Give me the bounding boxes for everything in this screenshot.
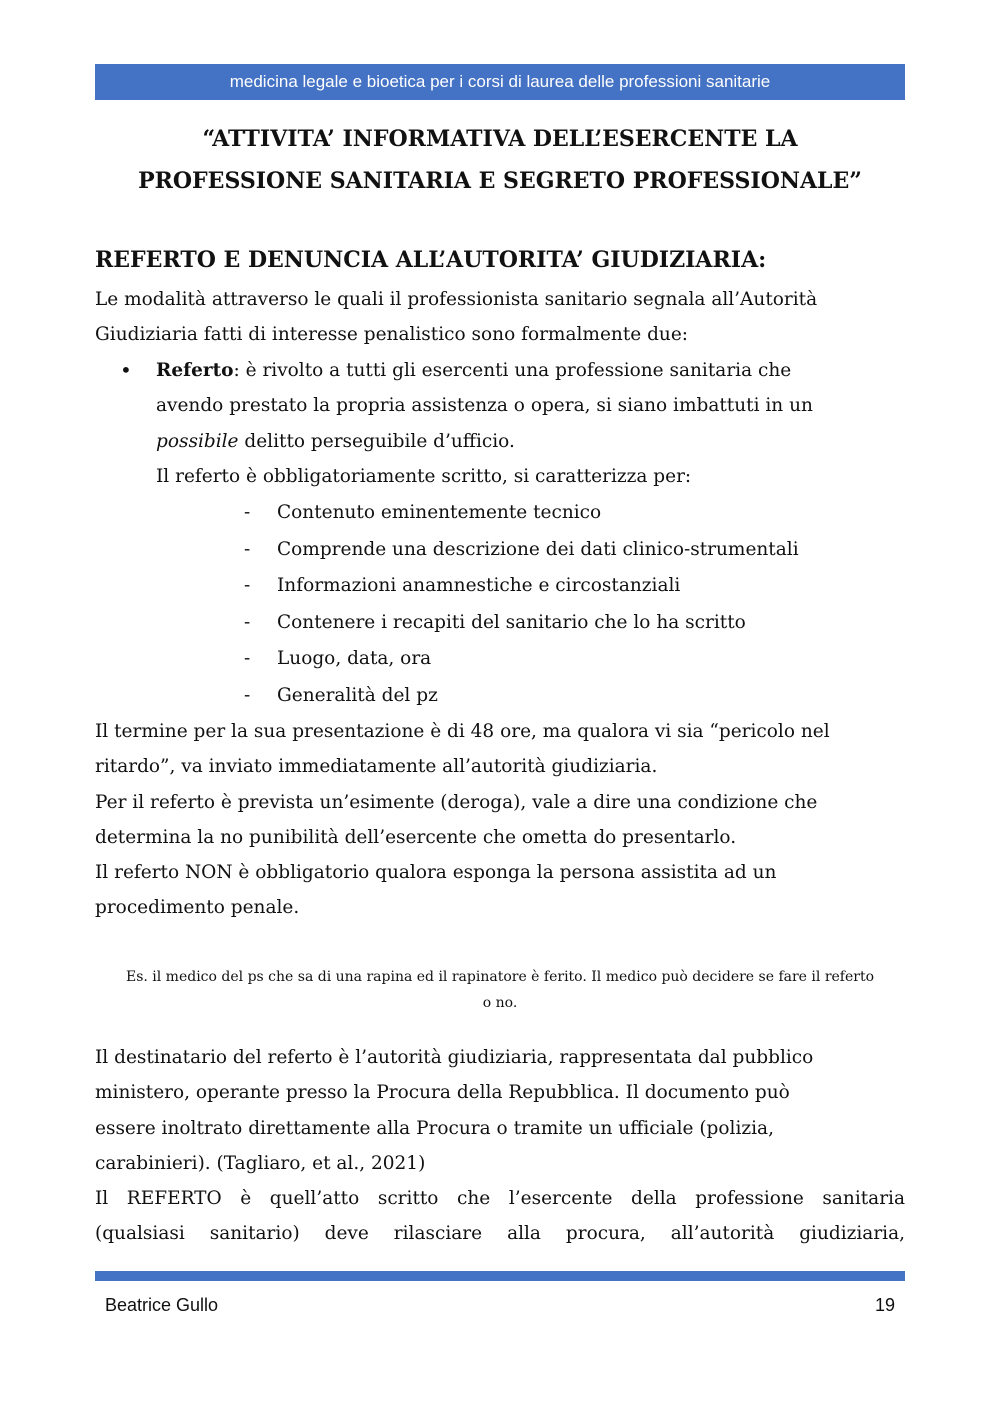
features-list xyxy=(244,495,884,715)
intro-line: Le modalità attraverso le quali il professionista sanitario segnala all’Autorità xyxy=(95,289,818,310)
text-line: Il destinatario del referto è l’autorità giudiziaria, rappresentata dal pubblico xyxy=(95,1047,814,1068)
bullet-line-rest: delitto perseguibile d’ufficio. xyxy=(238,430,515,452)
list-item-text: Contenere i recapiti del sanitario che lo ha scritto xyxy=(277,611,746,633)
dash-marker: - xyxy=(244,648,251,670)
bullet-line: avendo prestato la propria assistenza o opera, si siano imbattuti in un xyxy=(156,395,813,417)
list-item xyxy=(244,495,884,532)
list-item xyxy=(244,568,884,605)
bullet-icon: • xyxy=(120,358,132,382)
destination-paragraph xyxy=(95,1040,905,1252)
running-header xyxy=(95,64,905,100)
example-note xyxy=(95,964,905,1016)
text-line: essere inoltrato direttamente alla Procura o tramite un ufficiale (polizia, xyxy=(95,1117,774,1139)
bullet-line-rest: : è rivolto a tutti gli esercenti una professione sanitaria che xyxy=(233,360,792,381)
bullet-term: Referto xyxy=(156,360,234,381)
list-item-text: Luogo, data, ora xyxy=(277,648,432,670)
dash-marker: - xyxy=(244,575,251,597)
intro-line: Giudiziaria fatti di interesse penalistico sono formalmente due: xyxy=(95,324,689,346)
justified-line: Il REFERTO è quell’atto scritto che l’esercente della professione sanitaria xyxy=(95,1188,905,1210)
list-item-text: Generalità del pz xyxy=(277,684,438,706)
section-heading: REFERTO E DENUNCIA ALL’AUTORITA’ GIUDIZIARIA: xyxy=(95,247,767,273)
footer-divider xyxy=(95,1271,905,1281)
running-header-text: medicina legale e bioetica per i corsi di laurea delle professioni sanitarie xyxy=(229,72,771,91)
page-number: 19 xyxy=(874,1295,895,1315)
bullet-line: Il referto è obbligatoriamente scritto, si caratterizza per: xyxy=(156,465,692,487)
list-item-text: Informazioni anamnestiche e circostanziali xyxy=(277,575,681,597)
list-item-text: Contenuto eminentemente tecnico xyxy=(277,502,602,523)
list-item-text: Comprende una descrizione dei dati clinico-strumentali xyxy=(277,538,799,560)
text-line: Il termine per la sua presentazione è di 48 ore, ma qualora vi sia “pericolo nel xyxy=(95,721,830,742)
list-item xyxy=(244,532,884,569)
dash-marker: - xyxy=(244,684,251,706)
bullet-line xyxy=(156,353,896,388)
list-item xyxy=(244,641,884,678)
document-title-line-2: PROFESSIONE SANITARIA E SEGRETO PROFESSIONALE” xyxy=(138,168,862,194)
example-line: o no. xyxy=(482,995,518,1011)
intro-paragraph xyxy=(95,282,905,353)
justified-line: (qualsiasi sanitario) deve rilasciare alla procura, all’autorità giudiziaria, xyxy=(95,1223,905,1245)
text-line: Il referto NON è obbligatorio qualora esponga la persona assistita ad un xyxy=(95,862,777,884)
text-line: procedimento penale. xyxy=(95,897,300,919)
text-line: carabinieri). (Tagliaro, et al., 2021) xyxy=(95,1152,426,1174)
dash-marker: - xyxy=(244,538,251,560)
example-line: Es. il medico del ps che sa di una rapina ed il rapinatore è ferito. Il medico può decidere se fare il referto xyxy=(125,969,875,985)
dash-marker: - xyxy=(244,502,251,523)
list-item xyxy=(244,678,884,715)
text-line: ritardo”, va inviato immediatamente all’autorità giudiziaria. xyxy=(95,756,658,778)
dash-marker: - xyxy=(244,611,251,633)
footer-author: Beatrice Gullo xyxy=(105,1295,219,1315)
bullet-line xyxy=(156,424,896,459)
list-item xyxy=(244,605,884,642)
referto-bullet xyxy=(156,353,896,494)
text-line: determina la no punibilità dell’esercente che ometta do presentarlo. xyxy=(95,826,737,848)
text-line: ministero, operante presso la Procura della Repubblica. Il documento può xyxy=(95,1082,790,1104)
bullet-italic-word: possibile xyxy=(156,430,239,452)
document-title xyxy=(95,118,905,202)
referto-details-paragraph xyxy=(95,714,905,926)
document-title-line-1: “ATTIVITA’ INFORMATIVA DELL’ESERCENTE LA xyxy=(202,126,798,152)
text-line: Per il referto è prevista un’esimente (deroga), vale a dire una condizione che xyxy=(95,791,818,813)
